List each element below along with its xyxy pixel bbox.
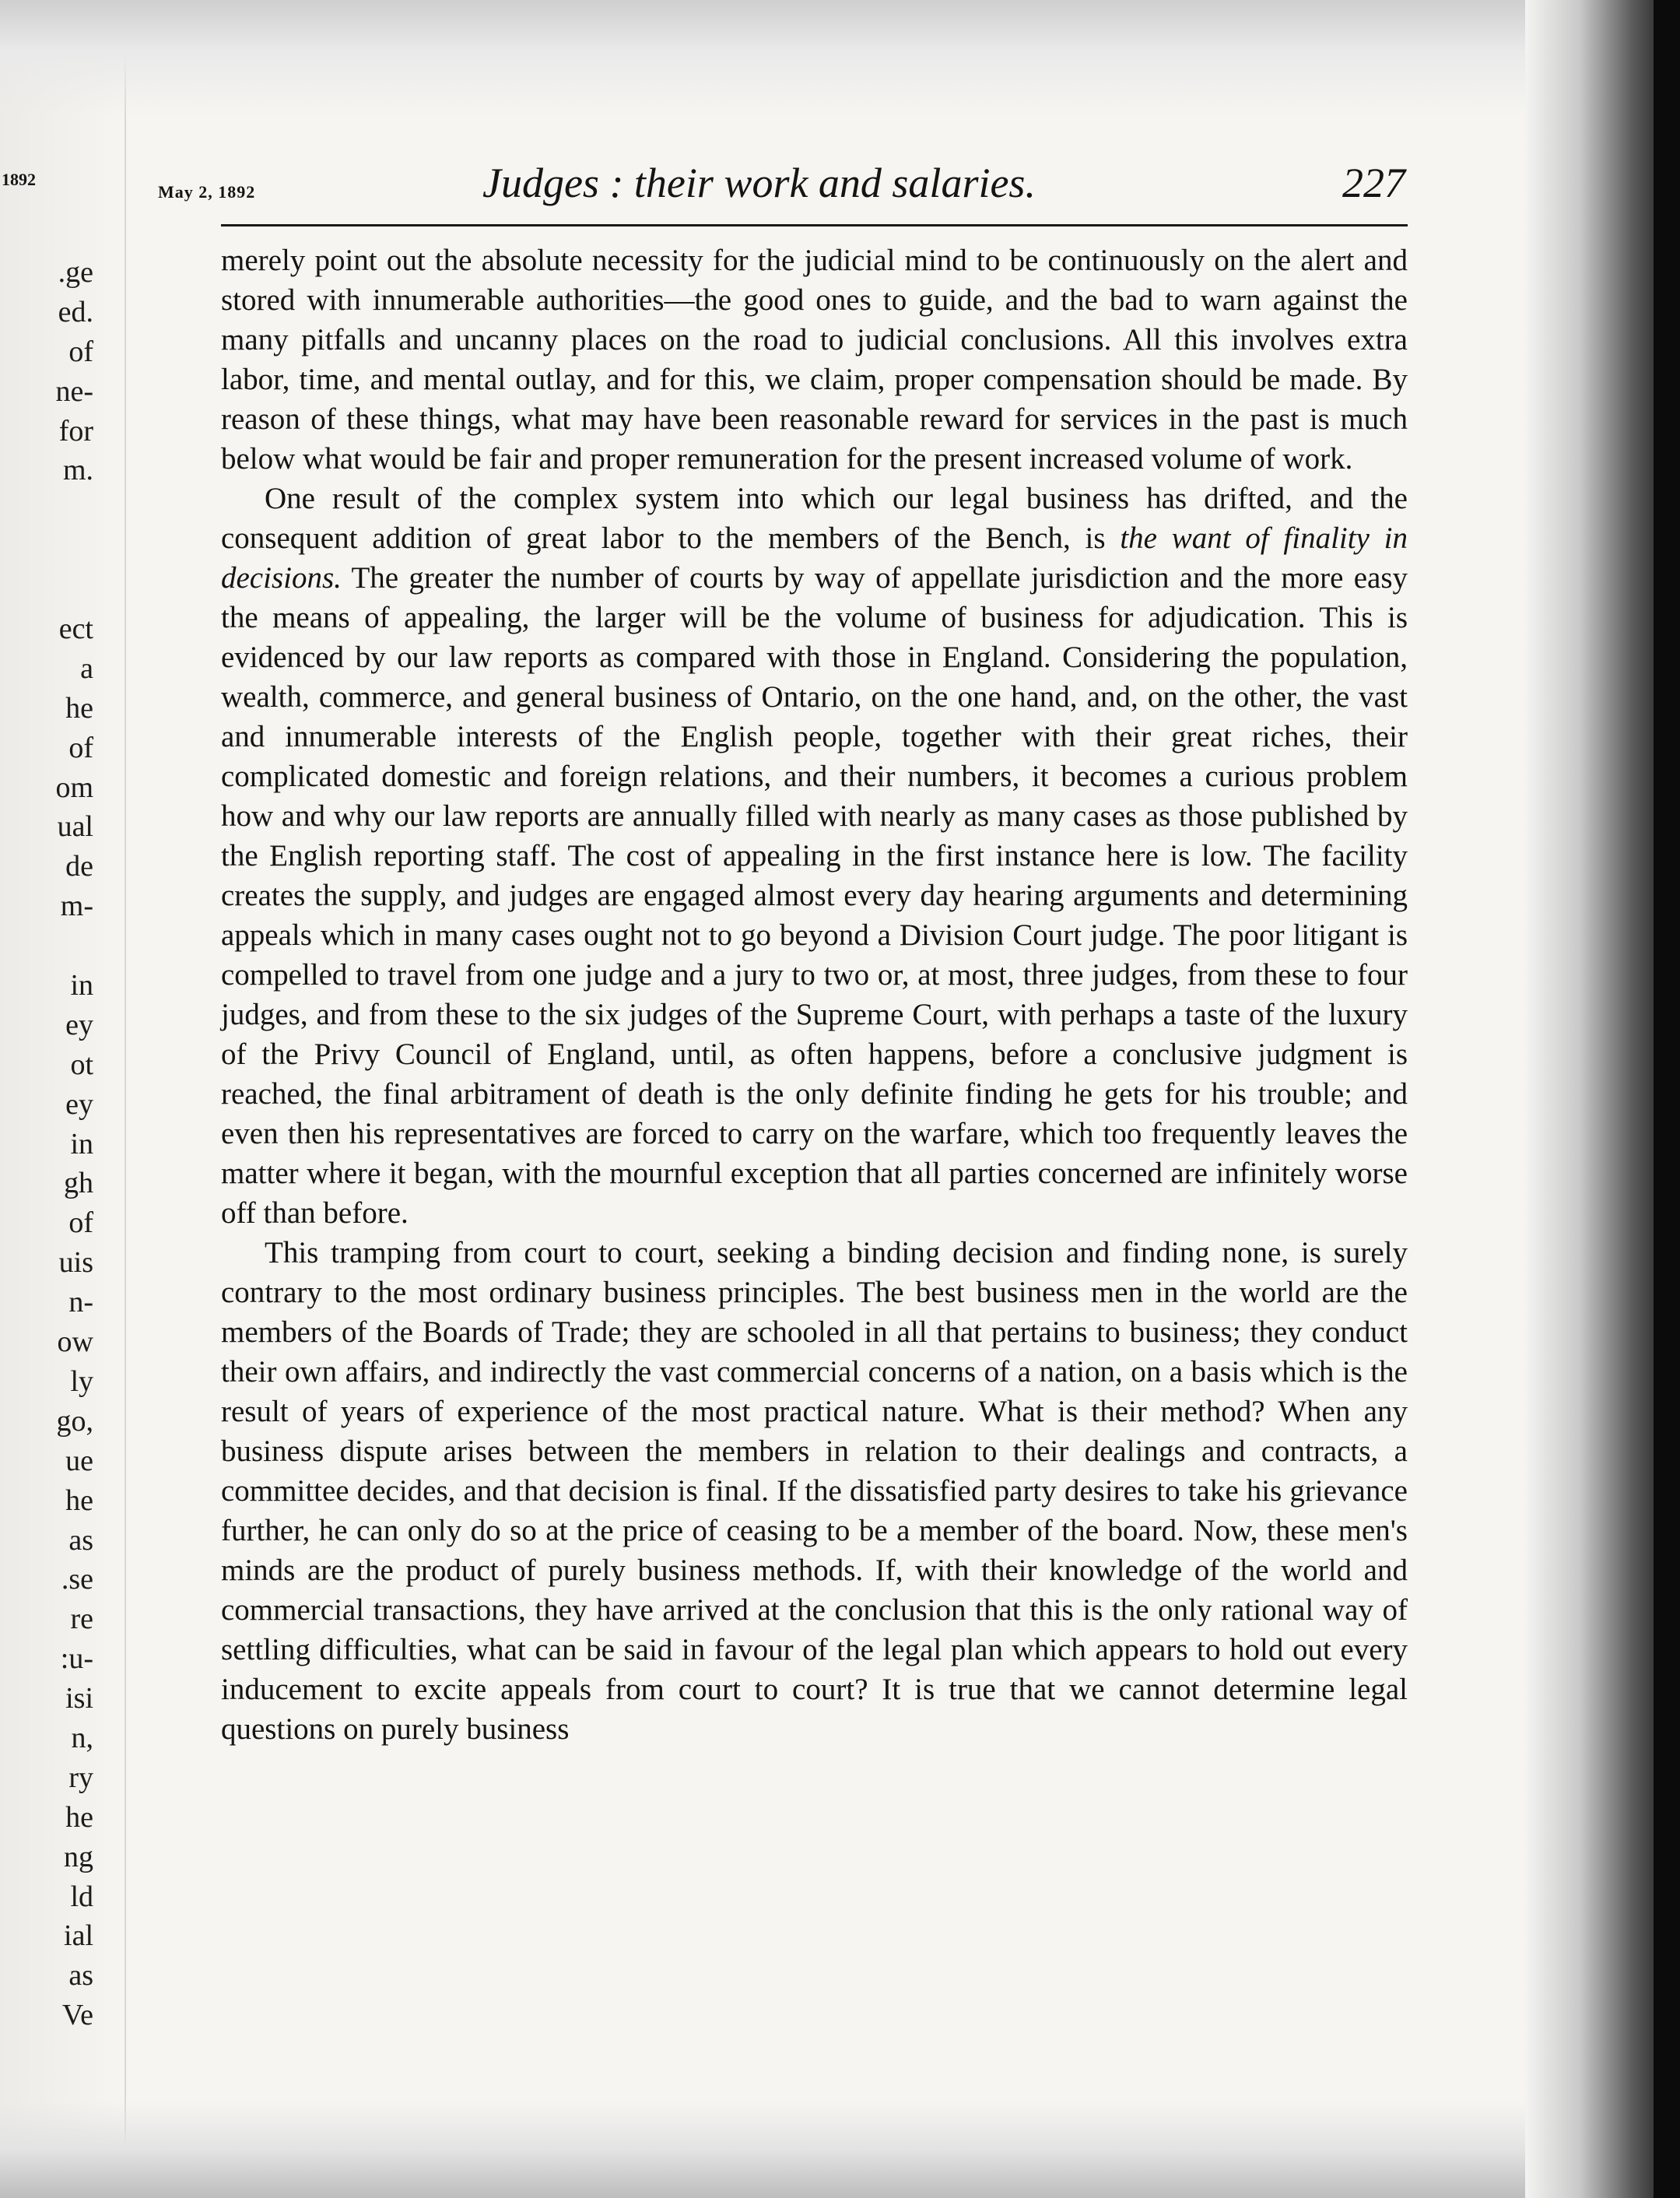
article-body: [221, 241, 1408, 1749]
adjacent-fragment: as: [68, 1523, 93, 1557]
adjacent-fragment: in: [70, 969, 93, 1002]
adjacent-fragment: n,: [71, 1721, 93, 1754]
adjacent-fragment: he: [65, 1800, 93, 1834]
paragraph-3: [221, 1233, 1408, 1749]
adjacent-fragment: ual: [57, 810, 93, 844]
adjacent-fragment: m.: [62, 454, 93, 487]
running-head-date: May 2, 1892: [158, 182, 256, 202]
adjacent-fragment: ld: [70, 1880, 93, 1913]
adjacent-fragment: .ge: [58, 256, 93, 289]
scan-bottom-edge: [0, 2101, 1680, 2198]
adjacent-fragment: of: [68, 731, 93, 764]
adjacent-fragment: re: [70, 1603, 93, 1636]
adjacent-fragment: for: [58, 414, 93, 448]
adjacent-fragment: go,: [56, 1404, 93, 1438]
adjacent-fragment: isi: [65, 1682, 93, 1715]
adjacent-fragment: de: [65, 850, 93, 883]
adjacent-fragment: ne-: [55, 374, 93, 408]
adjacent-fragment: [0, 490, 93, 530]
adjacent-fragment: of: [68, 335, 93, 368]
adjacent-fragment: he: [65, 691, 93, 725]
adjacent-fragment: of: [68, 1206, 93, 1240]
adjacent-fragment: n-: [68, 1286, 93, 1319]
adjacent-fragment: ow: [57, 1325, 93, 1359]
paragraph-2-text-start: One result of the complex system into which our legal business has drifted, and the consequent addition of great labor to the members of the Bench, is: [221, 482, 1408, 555]
adjacent-fragment: a: [80, 651, 93, 685]
adjacent-fragment: .se: [61, 1563, 93, 1596]
adjacent-fragment: [0, 570, 93, 609]
paragraph-3-text: This tramping from court to court, seeking a binding decision and finding none, is surely contrary to the most ordinary business principles. The best business men in the world are the members of the Boards of Trade; they are schooled in all that pertains to business; they conduct their own affairs, and indirectly the vast commercial concerns of a nation, on a basis which is the result of years of experience of the most practical nature. What is their method? When any business dispute arises between the members in relation to their dealings and contracts, a committee decides, and that decision is final. If the dissatisfied party desires to take his grievance further, he can only do so at the price of ceasing to be a member of the board. Now, these men's minds are the product of purely business methods. If, with their knowledge of the world and commercial transactions, they have arrived at the conclusion that this is the only rational way of settling difficulties, what can be said in favour of the legal plan which appears to hold out every inducement to excite appeals from court to court? It is true that we cannot determine legal questions on purely business: [221, 1236, 1408, 1746]
adjacent-fragment: ey: [65, 1008, 93, 1041]
adjacent-fragment: ed.: [58, 295, 93, 328]
running-head-title: Judges : their work and salaries.: [482, 160, 1036, 206]
adjacent-fragment: uis: [58, 1246, 93, 1280]
adjacent-fragment: ot: [70, 1048, 93, 1081]
paragraph-2-text-end: The greater the number of courts by way of appellate jurisdiction and the more easy the means of appealing, the larger will be the volume of business for adjudication. This is evidenced by our law reports as compared with those in England. Considering the population, wealth, commerce, and general business of Ontario, on the one hand, and, on the other, the vast and innumerable interests of the English people, together with their great riches, their complicated domestic and foreign relations, and their numbers, it becomes a curious problem how and why our law reports are annually filled with nearly as many cases as those published by the English reporting staff. The cost of appealing in the first instance here is low. The facility creates the supply, and judges are engaged almost every day hearing arguments and determining appeals which in many cases ought not to go beyond a Division Court judge. The poor litigant is compelled to travel from one judge and a jury to two or, at most, three judges, from these to four judges, and from these to the six judges of the Supreme Court, with perhaps a taste of the luxury of the Privy Council of England, until, as often happens, before a conclusive judgment is reached, the final arbitrament of death is the only definite finding he gets for his trouble; and even then his representatives are forced to carry on the warfare, which too frequently leaves the matter where it began, with the mournful exception that all parties concerned are infinitely worse off than before.: [221, 561, 1408, 1230]
adjacent-fragment: ue: [65, 1444, 93, 1477]
header-rule: [221, 224, 1408, 226]
adjacent-page-year: 1892: [2, 170, 36, 189]
adjacent-page-fragments: [0, 253, 93, 2035]
paragraph-2-emphasis: the want of finality in decisions.: [221, 521, 1408, 595]
adjacent-fragment: as: [68, 1959, 93, 1993]
adjacent-fragment: om: [55, 771, 93, 804]
adjacent-fragment: [0, 926, 93, 966]
adjacent-fragment: m-: [60, 890, 93, 923]
scan-top-edge: [0, 0, 1680, 117]
paragraph-1: [221, 241, 1408, 479]
book-spine: [1654, 0, 1680, 2198]
adjacent-fragment: ly: [70, 1364, 93, 1398]
adjacent-fragment: ey: [65, 1087, 93, 1121]
adjacent-fragment: ry: [68, 1761, 93, 1794]
paragraph-2: [221, 479, 1408, 1233]
adjacent-fragment: ial: [64, 1919, 93, 1953]
adjacent-fragment: he: [65, 1483, 93, 1517]
adjacent-fragment: in: [70, 1127, 93, 1160]
adjacent-fragment: :u-: [60, 1642, 93, 1676]
adjacent-fragment: ect: [58, 613, 93, 646]
adjacent-fragment: ng: [64, 1840, 93, 1873]
adjacent-fragment: [0, 530, 93, 570]
adjacent-fragment: Ve: [61, 1999, 93, 2032]
paragraph-1-text: merely point out the absolute necessity for the judicial mind to be continuously on the alert and stored with innumerable authorities—the good ones to guide, and the bad to warn against the many pitfalls and uncanny places on the road to judicial conclusions. All this involves extra labor, time, and mental outlay, and for this, we claim, proper compensation should be made. By reason of these things, what may have been reasonable reward for services in the past is much below what would be fair and proper remuneration for the present increased volume of work.: [221, 244, 1408, 476]
adjacent-fragment: gh: [64, 1167, 93, 1200]
page-number: 227: [1342, 160, 1405, 206]
